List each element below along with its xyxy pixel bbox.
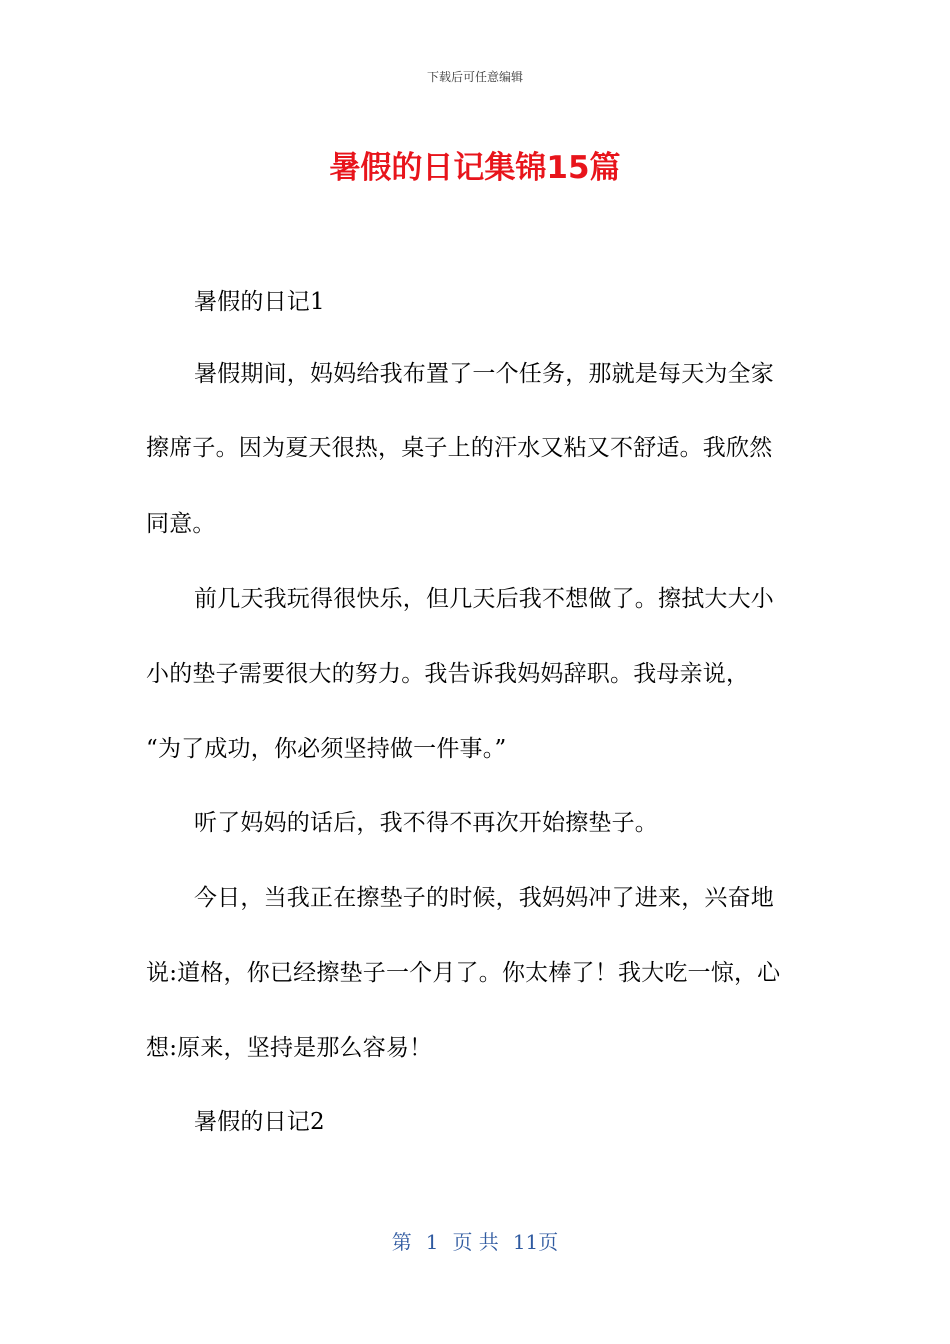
footer-middle: 页 共 bbox=[452, 1230, 499, 1254]
paragraph-line: 擦席子。因为夏天很热，桌子上的汗水又粘又不舒适。我欣然 bbox=[146, 435, 773, 461]
paragraph-line: 今日，当我正在擦垫子的时候，我妈妈冲了进来，兴奋地 bbox=[194, 885, 774, 911]
page-footer bbox=[0, 1226, 950, 1255]
section-heading-2: 暑假的日记2 bbox=[194, 1109, 325, 1135]
section-heading-1: 暑假的日记1 bbox=[194, 289, 325, 315]
document-title: 暑假的日记集锦15篇 bbox=[329, 150, 621, 186]
paragraph-line: 前几天我玩得很快乐，但几天后我不想做了。擦拭大大小 bbox=[194, 586, 774, 612]
paragraph-line: 同意。 bbox=[146, 511, 216, 537]
footer-prefix: 第 bbox=[391, 1230, 412, 1254]
header-note: 下载后可任意编辑 bbox=[426, 70, 523, 84]
paragraph-line: 想:原来，坚持是那么容易！ bbox=[146, 1035, 433, 1061]
footer-total-pages: 11 bbox=[512, 1230, 539, 1254]
footer-suffix: 页 bbox=[538, 1230, 559, 1254]
paragraph-line: “为了成功，你必须坚持做一件事。” bbox=[146, 736, 507, 762]
paragraph-line: 说:道格，你已经擦垫子一个月了。你太棒了！我大吃一惊，心 bbox=[146, 960, 781, 986]
paragraph-line: 听了妈妈的话后，我不得不再次开始擦垫子。 bbox=[194, 810, 658, 836]
paragraph-line: 小的垫子需要很大的努力。我告诉我妈妈辞职。我母亲说， bbox=[146, 661, 750, 687]
footer-page-number: 1 bbox=[425, 1230, 439, 1254]
paragraph-line: 暑假期间，妈妈给我布置了一个任务，那就是每天为全家 bbox=[194, 361, 774, 387]
